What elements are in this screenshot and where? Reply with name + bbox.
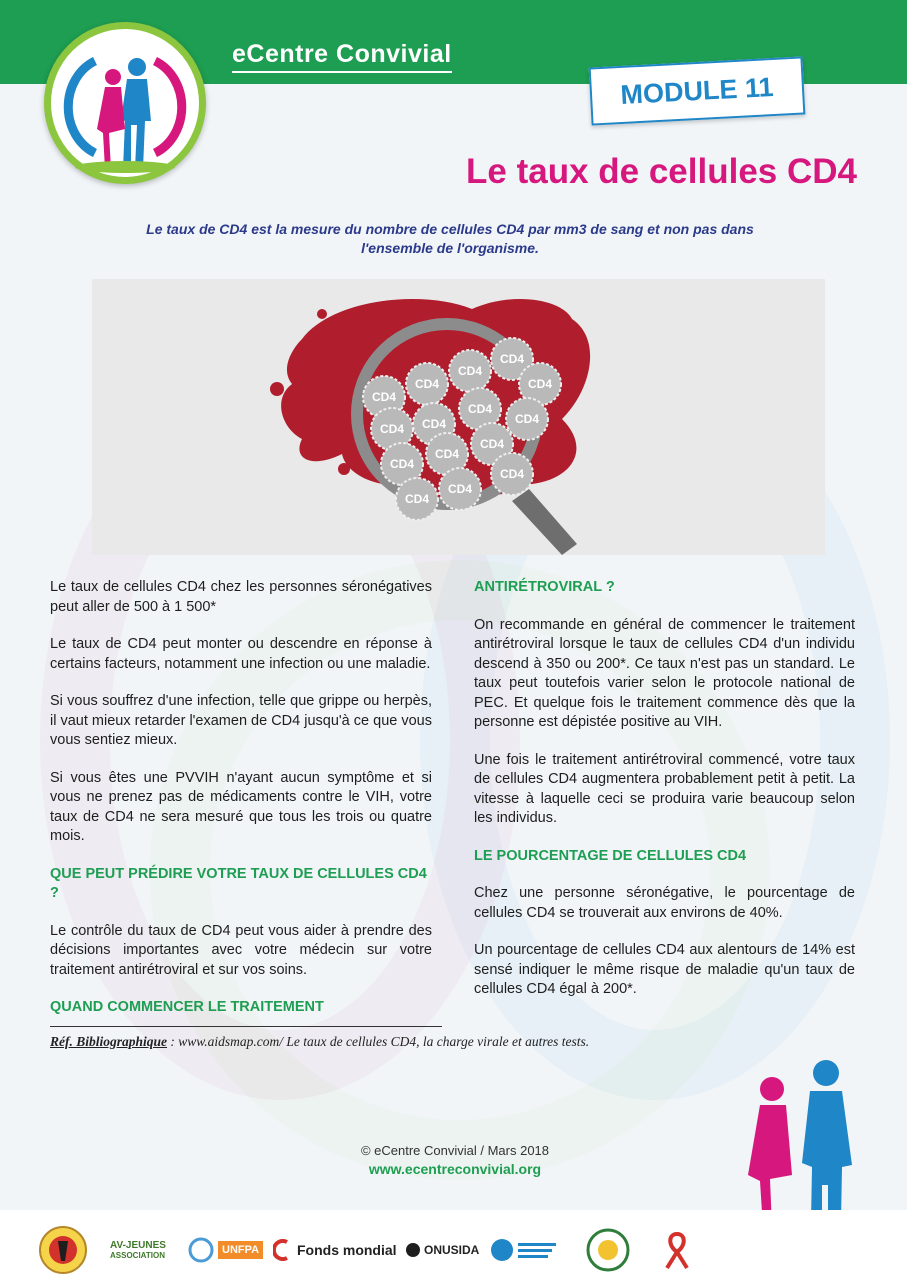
paragraph: Le contrôle du taux de CD4 peut vous aider à prendre des décisions importantes avec votre médecin sur votre traitement antirétroviral et sur vos soins. [50,922,432,978]
reference-label: Réf. Bibliographique [50,1034,168,1049]
cd4-cell-label: CD4 [479,437,505,451]
right-column [474,578,855,1000]
av-jeunes-label: AV-JEUNES [110,1240,166,1251]
subtitle-line-2: l'ensemble de l'organisme. [361,240,539,256]
partner-logo-association-seal [582,1230,634,1270]
partner-logo-av-jeunes [110,1230,166,1270]
partner-logo-unfpa [188,1230,263,1270]
module-badge: MODULE 11 [589,56,806,125]
cd4-cell-label: CD4 [527,377,553,391]
partner-logo-leadership-center [490,1230,560,1270]
paragraph: Si vous êtes une PVVIH n'ayant aucun symptôme et si vous ne prenez pas de médicaments contre le VIH, votre taux de CD4 ne sera mesuré que tous les trois ou quatre mois. [50,769,432,844]
page-title: Le taux de cellules CD4 [466,152,857,191]
cd4-cell-label: CD4 [371,390,397,404]
un-emblem-icon [188,1237,214,1263]
unfpa-label: UNFPA [218,1241,263,1259]
paragraph: Une fois le traitement antirétroviral commencé, votre taux de cellules CD4 augmentera probablement petit à petit. La vitesse à laquelle ceci se produira varie beaucoup selon les individus. [474,751,855,826]
cd4-cell-label: CD4 [499,467,525,481]
paragraph: Chez une personne séronégative, le pourcentage de cellules CD4 se trouverait aux environs de 40%. [474,885,855,921]
ribbon-icon [660,1230,694,1270]
page-subtitle [120,220,780,258]
cd4-cell-label: CD4 [421,417,447,431]
partner-logo-onusida [405,1230,479,1270]
bibliographic-reference [50,1034,589,1050]
onusida-icon [405,1242,421,1258]
website-link[interactable]: www.ecentreconvivial.org [368,1161,542,1177]
couple-logo-icon [51,29,199,177]
partner-logo-crest [38,1230,88,1270]
cd4-cell-label: CD4 [404,492,430,506]
brand-name: eCentre Convivial [232,40,452,73]
fonds-mondial-icon [273,1239,293,1261]
reference-text: : www.aidsmap.com/ Le taux de cellules CD4, la charge virale et autres tests. [167,1034,590,1049]
fonds-mondial-label: Fonds mondial [297,1242,397,1258]
section-heading: QUAND COMMENCER LE TRAITEMENT [50,999,324,1015]
magnifier-handle [512,489,577,555]
blood-cd4-illustration [92,279,825,555]
cd4-cell-label: CD4 [514,412,540,426]
left-column [50,578,432,1018]
section-heading: QUE PEUT PRÉDIRE VOTRE TAUX DE CELLULES CD4 ? [50,865,427,901]
av-jeunes-sub: ASSOCIATION [110,1251,165,1260]
paragraph: Le taux de cellules CD4 chez les personnes séronégatives peut aller de 500 à 1 500* [50,579,432,615]
onusida-label: ONUSIDA [424,1243,480,1257]
paragraph: Le taux de CD4 peut monter ou descendre en réponse à certains facteurs, notamment une infection ou une maladie. [50,636,432,672]
crest-icon [38,1225,88,1275]
paragraph: Un pourcentage de cellules CD4 aux alentours de 14% est sensé indiquer le même risque de maladie qu'un taux de cellules CD4 égal à 200*. [474,942,855,997]
section-heading: LE POURCENTAGE DE CELLULES CD4 [474,847,747,864]
subtitle-line-1: Le taux de CD4 est la mesure du nombre de cellules CD4 par mm3 de sang et non pas dans [146,221,754,237]
paragraph: On recommande en général de commencer le traitement antirétroviral lorsque le taux de cellules CD4 d'un individu descend à 350 ou 200*. Ce taux n'est pas un standard. Le taux peut toutefois varier selon le protocole national de PEC. Et quelque fois le traitement commence dès que la personne est dépistée positive au VIH. [474,616,855,730]
partner-logo-ribbon [660,1230,694,1270]
copyright: © eCentre Convivial / Mars 2018 [360,1143,550,1158]
cd4-cell-label: CD4 [457,364,483,378]
ecentre-logo [44,22,206,184]
cd4-cell-label: CD4 [379,422,405,436]
leadership-center-icon [490,1235,560,1265]
cd4-cell-label: CD4 [434,447,460,461]
paragraph: Si vous souffrez d'une infection, telle que grippe ou herpès, il vaut mieux retarder l'examen de CD4 jusqu'à ce que vous vous sentiez mieux. [50,693,432,748]
association-seal-icon [582,1228,634,1272]
reference-divider [50,1026,442,1027]
cd4-cell-label: CD4 [389,457,415,471]
cd4-cell-label: CD4 [414,377,440,391]
partner-logo-fonds-mondial [273,1230,397,1270]
cd4-cell-label: CD4 [499,352,525,366]
cd4-cell-label: CD4 [447,482,473,496]
cd4-cell-label: CD4 [467,402,493,416]
blood-magnifier-illustration [92,279,825,555]
section-heading: ANTIRÉTROVIRAL ? [474,579,615,595]
